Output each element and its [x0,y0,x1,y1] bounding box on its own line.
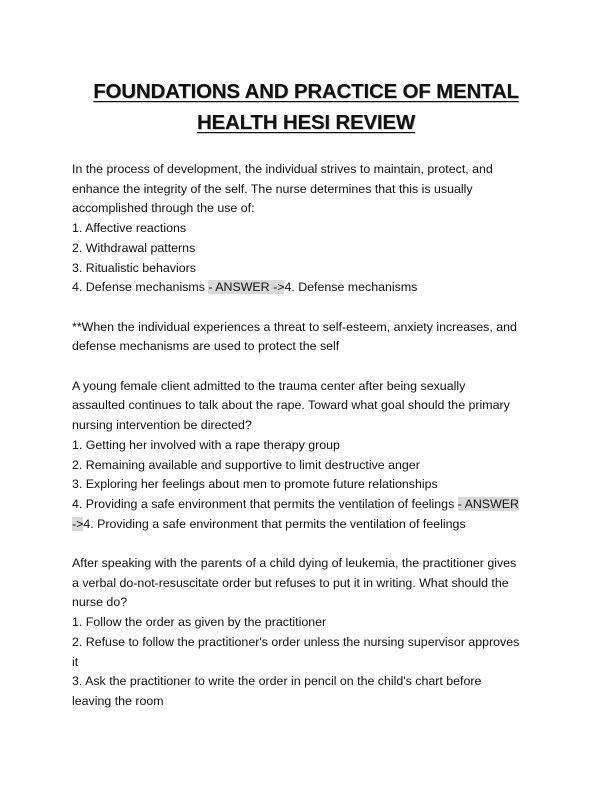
answer-tag-highlight: -> [72,516,84,531]
question-stem-line: In the process of development, the individual strives to maintain, protect, and [72,162,493,176]
question-stem-line: enhance the integrity of the self. The nurse determines that this is usually [72,181,473,196]
answer-option: 1. Affective reactions [72,221,187,236]
answer-option: 2. Refuse to follow the practitioner's order unless the nursing supervisor approves [72,634,520,649]
question-2 [72,377,540,535]
correct-answer: 4. Providing a safe environment that permits the ventilation of feelings [83,516,466,531]
answer-tag-highlight: - ANSWER -> [208,280,285,295]
question-stem-line: nurse do? [72,595,128,610]
question-1 [72,160,540,298]
question-stem-line: accomplished through the use of: [72,201,255,216]
correct-answer: 4. Defense mechanisms [284,280,418,295]
answer-option-text: 4. Defense mechanisms [72,280,209,295]
question-stem-line: A young female client admitted to the trauma center after being sexually [72,378,466,393]
question-stem-line: nursing intervention be directed? [72,418,252,433]
answer-option-with-key [72,278,540,298]
rationale-line: defense mechanisms are used to protect the self [72,339,340,354]
answer-option: 2. Remaining available and supportive to limit destructive anger [72,457,420,472]
paragraph-gap [72,357,540,377]
rationale-1 [72,318,540,357]
document-title [72,76,540,138]
question-3 [72,554,540,712]
answer-option: 1. Follow the order as given by the practitioner [72,615,327,630]
answer-option-with-key [72,495,540,515]
rationale-line: **When the individual experiences a threat to self-esteem, anxiety increases, and [72,319,517,334]
answer-option: 2. Withdrawal patterns [72,240,196,255]
answer-option: 3. Ritualistic behaviors [72,260,196,275]
answer-option: 3. Exploring her feelings about men to promote future relationships [72,477,438,492]
question-stem-line: After speaking with the parents of a child dying of leukemia, the practitioner gives [72,556,517,571]
question-stem-line: a verbal do-not-resuscitate order but refuses to put it in writing. What should the [72,575,509,590]
answer-key-line [72,515,540,535]
answer-option: 1. Getting her involved with a rape therapy group [72,437,340,452]
paragraph-gap [72,534,540,554]
answer-option-text: 4. Providing a safe environment that permits the ventilation of feelings [72,496,458,511]
answer-tag-highlight: - ANSWER [457,496,519,511]
paragraph-gap [72,298,540,318]
answer-option: leaving the room [72,693,164,708]
question-stem-line: assaulted continues to talk about the rape. Toward what goal should the primary [72,398,510,413]
title-line-1: FOUNDATIONS AND PRACTICE OF MENTAL [93,80,519,103]
answer-option: 3. Ask the practitioner to write the order in pencil on the child's chart before [72,674,482,689]
title-line-2: HEALTH HESI REVIEW [196,111,416,134]
answer-option: it [72,654,79,669]
